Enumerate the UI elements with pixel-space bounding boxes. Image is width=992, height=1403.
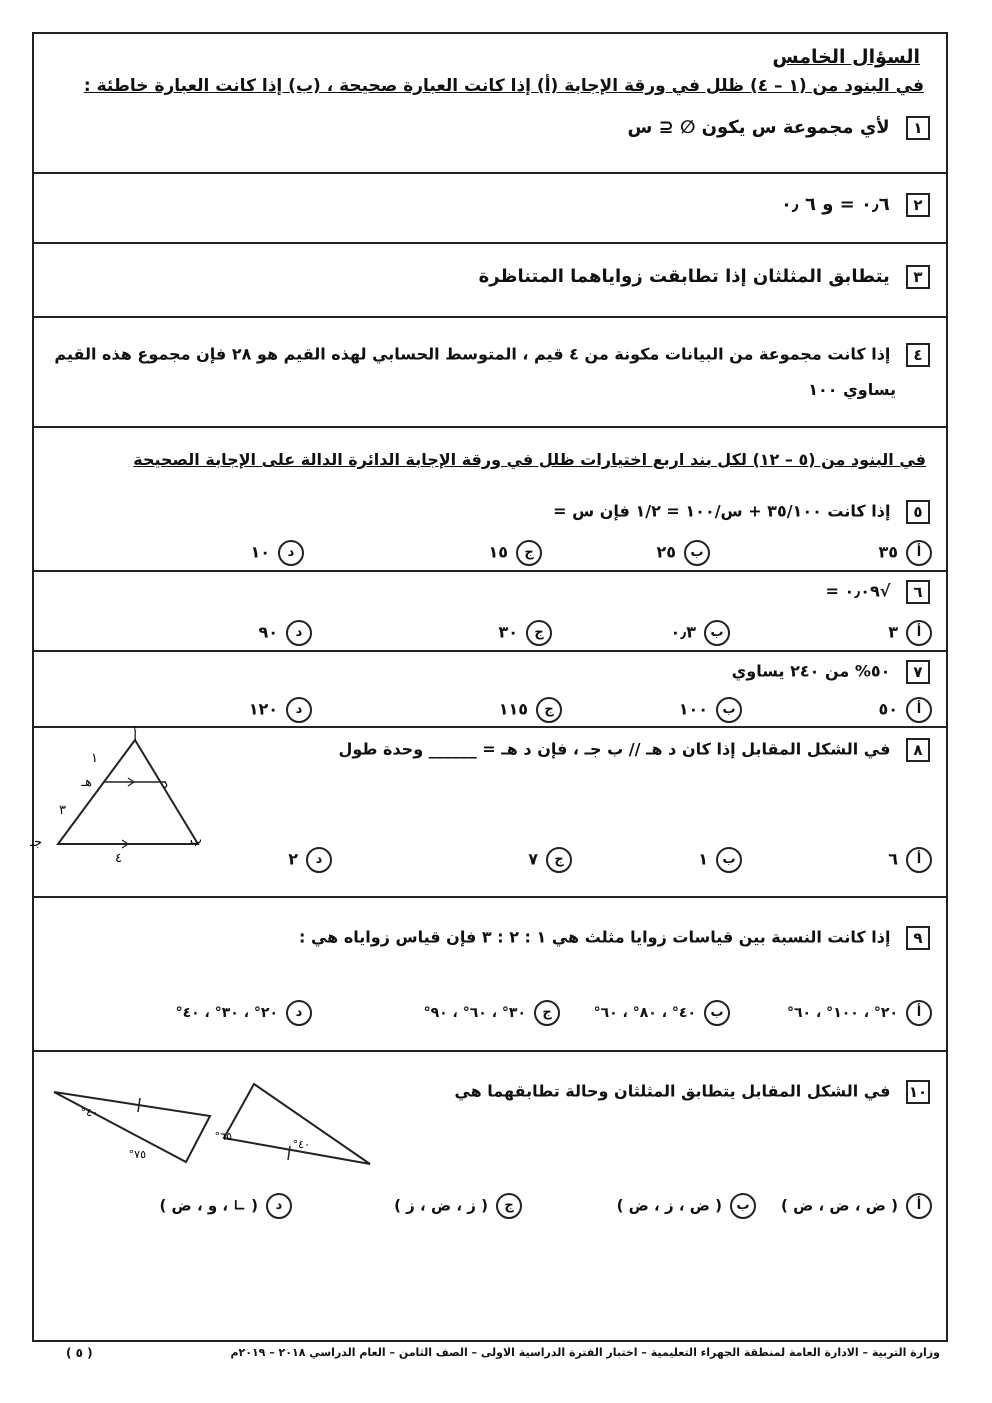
divider [32,1050,948,1052]
option-c[interactable]: ج١١٥ [499,697,562,723]
item-number: ٢ [906,193,930,217]
option-b[interactable]: ب١ [698,847,742,873]
option-a[interactable]: أ( ض ، ض ، ض ) [781,1193,932,1219]
mc-item-7 [732,660,930,684]
footer-text: وزارة التربية – الادارة العامة لمنطقة الجهراء التعليمية – اختبار الفترة الدراسية الاولى – الصف الثامن – العام الدراسي ٢٠١٨ – ٢٠١٩م [230,1346,940,1359]
tf-instruction: في البنود من (١ – ٤) ظلل في ورقة الإجابة (أ) إذا كانت العبارة صحيحة ، (ب) إذا كانت العبارة خاطئة : [83,76,924,96]
angle-b1: ٦٥° [214,1130,232,1143]
item-number: ٩ [906,926,930,950]
option-d[interactable]: د١٢٠ [249,697,312,723]
mc-item-6 [825,580,930,604]
option-a[interactable]: أ٦ [888,847,932,873]
label-right-mid: د [162,777,168,792]
option-a[interactable]: أ٣٥ [878,540,932,566]
item-text: ٠٫٦ = و ٦ ٠٫ [780,194,890,215]
item-text: في الشكل المقابل يتطابق المثلثان وحالة تطابقهما هي [454,1081,891,1101]
item-number: ٦ [906,580,930,604]
option-c[interactable]: ج٧ [528,847,572,873]
item-number: ٥ [906,500,930,524]
tf-item-3 [479,265,930,289]
label-seg-top: ١ [91,751,98,766]
mc-item-9 [299,926,930,950]
divider [32,570,948,572]
label-base: ٤ [115,851,122,866]
divider [32,172,948,174]
mc-item-10 [454,1080,930,1104]
item-text: إذا كانت مجموعة من البيانات مكونة من ٤ قيم ، المتوسط الحسابي لهذه القيم هو ٢٨ فإن مجموع هذه القيم [54,344,891,364]
two-triangles-figure [50,1076,380,1172]
label-bottom-left: جـ [30,835,42,850]
tf-item-4-cont: يساوي ١٠٠ [808,380,896,399]
tf-item-1 [627,116,930,140]
mc-item-5 [553,500,930,524]
option-a[interactable]: أ٢٠° ، ١٠٠° ، ٦٠° [787,1000,932,1026]
item-number: ١ [906,116,930,140]
triangle-figure [30,728,228,868]
label-seg-lower: ٣ [59,803,66,818]
divider [32,426,948,428]
label-left-mid: هـ [81,775,92,790]
angle-b2: ٤٠° [292,1138,310,1151]
option-d[interactable]: د٢٠° ، ٣٠° ، ٤٠° [176,1000,312,1026]
option-b[interactable]: ب٠٫٣ [670,620,730,646]
divider [32,316,948,318]
label-bottom-right: ب [189,833,202,848]
item-text: يتطابق المثلثان إذا تطابقت زواياهما المتناظرة [478,266,890,287]
angle-a2: ٧٥° [128,1148,146,1161]
option-d[interactable]: د( ∟ ، و ، ض ) [159,1193,292,1219]
item-text: إذا كانت النسبة بين قياسات زوايا مثلث هي ١ : ٢ : ٣ فإن قياس زواياه هي : [299,927,891,947]
option-d[interactable]: د١٠ [250,540,304,566]
item-number: ٣ [906,265,930,289]
item-number: ٧ [906,660,930,684]
option-b[interactable]: ب١٠٠ [679,697,742,723]
option-c[interactable]: ج٣٠ [498,620,552,646]
option-d[interactable]: د٩٠ [258,620,312,646]
item-text: لأي مجموعة س يكون ∅ ⊆ س [627,117,890,138]
item-text: ٥٠% من ٢٤٠ يساوي [731,661,891,681]
tf-item-4 [54,343,930,367]
item-number: ١٠ [906,1080,930,1104]
label-top: أ [133,729,137,744]
option-b[interactable]: ب٢٥ [656,540,710,566]
item-text: √٠٫٠٩ = [825,581,891,601]
item-number: ٨ [906,738,930,762]
option-c[interactable]: ج١٥ [488,540,542,566]
divider [32,242,948,244]
section-title: السؤال الخامس [772,46,920,68]
tf-item-2 [781,193,930,217]
option-c[interactable]: ج( ز ، ض ، ز ) [394,1193,522,1219]
option-a[interactable]: أ٣ [888,620,932,646]
divider [32,650,948,652]
option-a[interactable]: أ٥٠ [878,697,932,723]
divider [32,896,948,898]
mc-item-8 [338,738,930,762]
option-d[interactable]: د٢ [288,847,332,873]
option-b[interactable]: ب٤٠° ، ٨٠° ، ٦٠° [594,1000,730,1026]
option-b[interactable]: ب( ض ، ز ، ض ) [617,1193,756,1219]
angle-a1: ٤٠° [80,1106,98,1119]
item-number: ٤ [906,343,930,367]
mc-instruction: في البنود من (٥ – ١٢) لكل بند اربع اختيارات ظلل في ورقة الإجابة الدائرة الدالة على الإجابة الصحيحة [133,450,926,469]
option-c[interactable]: ج٣٠° ، ٦٠° ، ٩٠° [424,1000,560,1026]
item-text: إذا كانت ٣٥/١٠٠ + س/١٠٠ = ١/٢ فإن س = [553,501,891,521]
page-number: ( ٥ ) [66,1346,93,1360]
item-text: في الشكل المقابل إذا كان د هـ // ب جـ ، فإن د هـ = ______ وحدة طول [338,739,891,759]
